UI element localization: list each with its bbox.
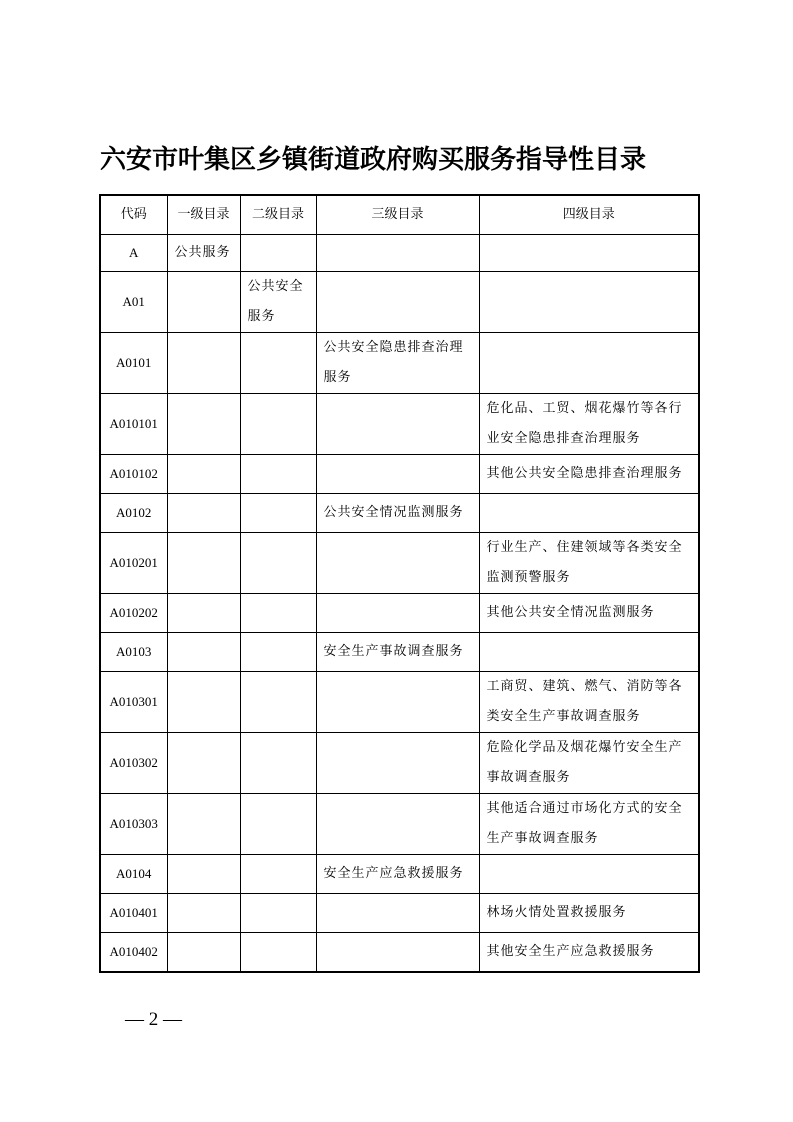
cell-level4: 其他公共安全情况监测服务 <box>479 594 699 633</box>
cell-level2 <box>240 894 316 933</box>
cell-level3: 安全生产事故调查服务 <box>316 633 479 672</box>
cell-level3: 安全生产应急救援服务 <box>316 855 479 894</box>
table-row <box>100 235 699 272</box>
cell-code: A010303 <box>100 794 167 855</box>
cell-level3: 公共安全情况监测服务 <box>316 494 479 533</box>
cell-level1 <box>167 894 240 933</box>
cell-level2 <box>240 633 316 672</box>
cell-level3 <box>316 455 479 494</box>
cell-level3 <box>316 272 479 333</box>
cell-level4 <box>479 494 699 533</box>
table-row <box>100 494 699 533</box>
cell-level2: 公共安全服务 <box>240 272 316 333</box>
cell-level1 <box>167 855 240 894</box>
cell-level4: 工商贸、建筑、燃气、消防等各类安全生产事故调查服务 <box>479 672 699 733</box>
cell-level3 <box>316 894 479 933</box>
cell-level3 <box>316 235 479 272</box>
table-row <box>100 533 699 594</box>
cell-level1 <box>167 933 240 973</box>
cell-level2 <box>240 594 316 633</box>
cell-code: A01 <box>100 272 167 333</box>
cell-level3 <box>316 733 479 794</box>
cell-level4: 林场火情处置救援服务 <box>479 894 699 933</box>
table-row <box>100 855 699 894</box>
cell-level4 <box>479 333 699 394</box>
cell-level1 <box>167 494 240 533</box>
cell-code: A0103 <box>100 633 167 672</box>
column-header-level3: 三级目录 <box>316 195 479 235</box>
cell-level1 <box>167 455 240 494</box>
cell-code: A <box>100 235 167 272</box>
cell-level1 <box>167 533 240 594</box>
cell-level1 <box>167 733 240 794</box>
cell-level2 <box>240 333 316 394</box>
cell-level1 <box>167 594 240 633</box>
cell-code: A010202 <box>100 594 167 633</box>
cell-code: A010101 <box>100 394 167 455</box>
cell-level1 <box>167 672 240 733</box>
cell-level3 <box>316 533 479 594</box>
cell-code: A010301 <box>100 672 167 733</box>
cell-level2 <box>240 455 316 494</box>
cell-level2 <box>240 672 316 733</box>
cell-code: A0102 <box>100 494 167 533</box>
cell-level4: 危化品、工贸、烟花爆竹等各行业安全隐患排查治理服务 <box>479 394 699 455</box>
table-row <box>100 594 699 633</box>
table-row <box>100 633 699 672</box>
cell-level3 <box>316 794 479 855</box>
cell-level4 <box>479 272 699 333</box>
cell-level4: 其他适合通过市场化方式的安全生产事故调查服务 <box>479 794 699 855</box>
cell-code: A0101 <box>100 333 167 394</box>
table-row <box>100 733 699 794</box>
table-row <box>100 394 699 455</box>
cell-code: A010201 <box>100 533 167 594</box>
column-header-code: 代码 <box>100 195 167 235</box>
table-header-row <box>100 195 699 235</box>
cell-level2 <box>240 235 316 272</box>
cell-level1 <box>167 333 240 394</box>
cell-level2 <box>240 855 316 894</box>
table-row <box>100 455 699 494</box>
cell-level2 <box>240 494 316 533</box>
cell-level4 <box>479 235 699 272</box>
cell-level3: 公共安全隐患排查治理服务 <box>316 333 479 394</box>
cell-level3 <box>316 933 479 973</box>
cell-level2 <box>240 733 316 794</box>
cell-level2 <box>240 933 316 973</box>
page-number: — 2 — <box>125 1009 182 1030</box>
cell-level4: 其他公共安全隐患排查治理服务 <box>479 455 699 494</box>
cell-code: A010302 <box>100 733 167 794</box>
table-row <box>100 933 699 973</box>
catalog-table <box>99 194 700 973</box>
cell-level4: 危险化学品及烟花爆竹安全生产事故调查服务 <box>479 733 699 794</box>
cell-level4 <box>479 855 699 894</box>
table-row <box>100 672 699 733</box>
cell-code: A010102 <box>100 455 167 494</box>
column-header-level2: 二级目录 <box>240 195 316 235</box>
table-row <box>100 333 699 394</box>
column-header-level1: 一级目录 <box>167 195 240 235</box>
cell-code: A010401 <box>100 894 167 933</box>
column-header-level4: 四级目录 <box>479 195 699 235</box>
cell-code: A010402 <box>100 933 167 973</box>
cell-level1 <box>167 633 240 672</box>
cell-level2 <box>240 394 316 455</box>
document-title: 六安市叶集区乡镇街道政府购买服务指导性目录 <box>100 145 647 175</box>
cell-level1 <box>167 272 240 333</box>
table-row <box>100 894 699 933</box>
table-row <box>100 794 699 855</box>
cell-level3 <box>316 594 479 633</box>
cell-level4 <box>479 633 699 672</box>
cell-level1 <box>167 394 240 455</box>
cell-level3 <box>316 394 479 455</box>
cell-code: A0104 <box>100 855 167 894</box>
cell-level4: 行业生产、住建领域等各类安全监测预警服务 <box>479 533 699 594</box>
table-row <box>100 272 699 333</box>
cell-level1: 公共服务 <box>167 235 240 272</box>
cell-level3 <box>316 672 479 733</box>
cell-level1 <box>167 794 240 855</box>
cell-level2 <box>240 794 316 855</box>
cell-level2 <box>240 533 316 594</box>
cell-level4: 其他安全生产应急救援服务 <box>479 933 699 973</box>
